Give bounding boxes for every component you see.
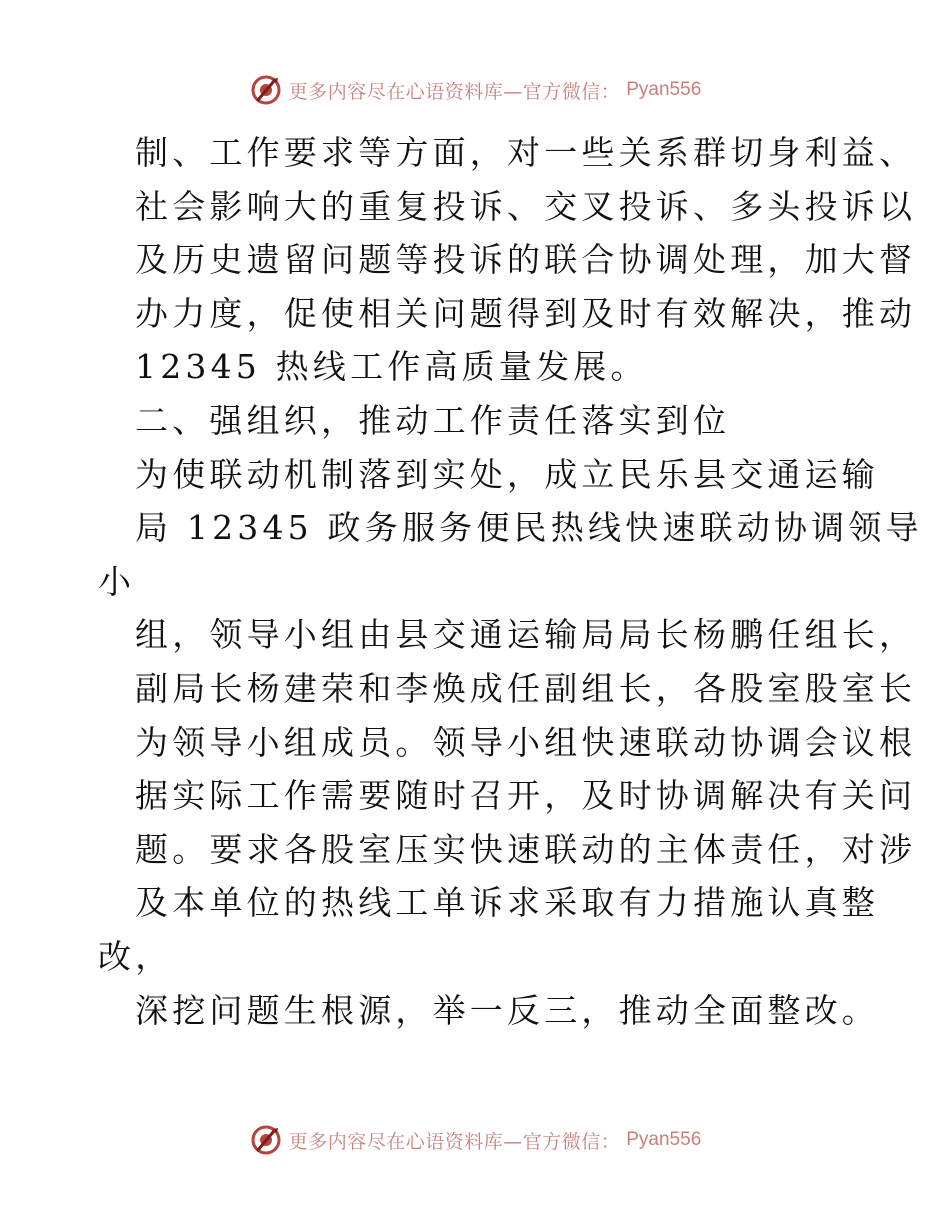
text-line: 深挖问题生根源，举一反三，推动全面整改。: [135, 990, 879, 1030]
watermark-text: 更多内容尽在心语资料库—官方微信：: [288, 1130, 621, 1153]
watermark-logo-icon: [249, 73, 283, 107]
section-heading: 二、强组织，推动工作责任落实到位: [135, 400, 731, 440]
text-line: 为使联动机制落到实处，成立民乐县交通运输: [135, 454, 879, 494]
text-line: 12345 热线工作高质量发展。: [135, 347, 648, 387]
watermark-footer: [0, 1120, 950, 1160]
text-line: 社会影响大的重复投诉、交叉投诉、多头投诉以: [135, 186, 917, 226]
text-line: 组，领导小组由县交通运输局局长杨鹏任组长，: [135, 615, 917, 655]
text-line: 题。要求各股室压实快速联动的主体责任，对涉: [135, 829, 917, 869]
watermark-text: 更多内容尽在心语资料库—官方微信：: [288, 80, 621, 103]
text-line: 小: [98, 561, 136, 601]
document-body: [0, 126, 950, 1037]
text-line: 据实际工作需要随时召开，及时协调解决有关问: [135, 776, 917, 816]
text-line: 及本单位的热线工单诉求采取有力措施认真整: [135, 883, 879, 923]
watermark-logo-icon: [249, 1123, 283, 1157]
text-line: 办力度，促使相关问题得到及时有效解决，推动: [135, 293, 917, 333]
text-line: 改，: [98, 936, 173, 976]
text-line: 副局长杨建荣和李焕成任副组长，各股室股室长: [135, 668, 917, 708]
text-line: 局 12345 政务服务便民热线快速联动协调领导: [135, 508, 923, 548]
text-line: 为领导小组成员。领导小组快速联动协调会议根: [135, 722, 917, 762]
watermark-wechat-id: Pyan556: [626, 79, 702, 100]
text-line: 制、工作要求等方面，对一些关系群切身利益、: [135, 133, 917, 172]
text-line: 及历史遗留问题等投诉的联合协调处理，加大督: [135, 240, 917, 280]
watermark-header: [0, 70, 950, 110]
watermark-wechat-id: Pyan556: [626, 1129, 702, 1150]
